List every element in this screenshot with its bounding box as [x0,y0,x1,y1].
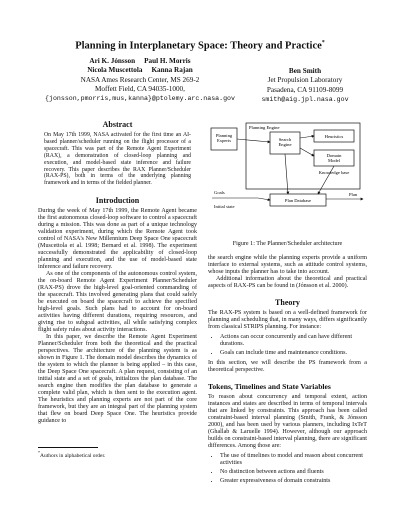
title-footnote-marker: * [321,40,325,46]
footnote-marker: * [38,450,40,455]
author-block-jpl [250,67,360,104]
theory-paragraph-1: The RAX-PS system is based on a well-defined framework for planning and scheduling that, in many ways, differs significantly from classical STRIPS planning. For instance: [208,310,367,330]
list-item: • The use of timelines to model and reason about concurrent activities [220,453,367,467]
architecture-figure [208,120,367,235]
author-email: {jonsson,pmorris,mus,kanna}@ptolemy.arc.nasa.gov [45,95,235,103]
plan-label: Plan [349,192,358,197]
theory-paragraph-2: In this section, we will describe the PS framework from a theoretical perspective. [208,360,367,373]
tokens-bullet-list [208,453,367,485]
paper-title: Planning in Interplanetary Space: Theory and Practice* [75,40,325,52]
affiliation-line-2: Moffett Field, CA 94035-1000, [95,84,185,93]
author-names-line-1: Ari K. Jónsson Paul H. Morris [89,57,191,65]
affiliation-line-1: Jet Propulsion Laboratory [267,76,343,85]
theory-bullet-list [208,334,367,357]
list-item: • Actions can occur concurrently and can have different durations. [220,334,367,348]
intro-paragraph-1: During the week of May 17th 1999, the Remote Agent became the first autonomous closed-loop software to control a spacecraft during a mission. This was done as part of a unique technology validation experiment, during which the Remote Agent took control of NASA's New Millennium Deep Space One spacecraft (Muscettola et al. 1998; Bernard et al. 1998). The experiment successfully demonstrated the applicability of closed-loop planning and execution, and the use of model-based state inference and failure recovery. [38,208,197,271]
affiliation-line-2: Pasadena, CA 91109-8099 [266,85,344,94]
list-item: • Greater expressiveness of domain constraints [220,478,367,485]
author-name: Ben Smith [288,67,322,75]
affiliation-line-1: NASA Ames Research Center, MS 269-2 [80,75,200,84]
initial-state-label: Initial state [214,204,235,209]
tokens-heading: Tokens, Timelines and State Variables [208,382,331,391]
right-column [208,120,367,488]
list-item: • No distinction between actions and fluents [220,469,367,476]
arrow-goals-to-database [212,198,270,200]
knowledge-base-label: Knowledge base [318,170,350,175]
tokens-paragraph-1: To reason about concurrency and temporal extent, action instances and states are described in terms of temporal intervals that are linked by constraints. This approach has been called constraint-based interval planning (Smith, Frank, & Jónsson 2000), and has been used by various planners, including IxTeT (Ghallab & Laruelle 1994). However, although our approach builds on constraint-based interval planning, there are significant differences. Among those are: [208,394,367,449]
right-paragraph-1: the search engine while the planning experts provide a uniform interface to external systems, such as attitude control systems, whose inputs the planner has to take into account. [208,255,367,275]
abstract-heading: Abstract [102,120,133,129]
planning-experts-label: Planning Experts [215,133,233,144]
footnote: *Authors in alphabetical order. [38,450,106,459]
introduction-heading: Introduction [95,196,140,206]
intro-paragraph-3: In this paper, we describe the Remote Agent Experiment Planner/Scheduler from both the theoretical and the practical perspectives. The architecture of the planning system is as shown in Figure 1. The domain model describes the dynamics of the system to which the planner is being applied – in this case, the Deep Space One spacecraft. A plan request, consisting of an initial state and a set of goals, initializes the plan database. The search engine then modifies the plan database to generate a complete valid plan, which is then sent to the execution agent. The heuristics and planning experts are not part of the core framework, but they are an integral part of the planning system that flew on board Deep Space One. The heuristics provide guidance to [38,334,197,425]
abstract-text: On May 17th 1999, NASA activated for the first time an AI-based planner/scheduler running on the flight processor of a spacecraft. This was part of the Remote Agent Experiment (RAX), a demonstration of closed-loop planning and execution, and model-based state inference and failure recovery. This paper describes the RAX Planner/Scheduler (RAX-PS), both in terms of the underlying planning framework and in terms of the fielded planner. [44,132,191,187]
footnote-rule [38,447,98,448]
figure-caption: Figure 1: The Planner/Scheduler architecture [232,241,343,247]
goals-label: Goals [214,190,225,195]
author-block-ames [40,57,240,103]
architecture-diagram [208,120,367,235]
intro-paragraph-2: As one of the components of the autonomous control system, the on-board Remote Agent Experiment Planner/Scheduler (RAX-PS) drove the high-level goal-oriented commanding of the spacecraft. This involved generating plans that could safely be executed on board the spacecraft to achieve the specified high-level goals. Such plans had to account for on-board activities having different durations, requiring resources, and giving rise to subgoal activities, all while satisfying complex flight safety rules about activity interactions. [38,271,197,334]
author-email: smith@aig.jpl.nasa.gov [261,95,349,103]
author-names-line-2: Nicola Muscettola Kanna Rajan [87,66,193,75]
list-item: • Goals can include time and maintenance conditions. [220,350,367,357]
plan-database-label: Plan Database [284,198,312,203]
theory-heading: Theory [275,298,300,307]
heuristics-label: Heuristics [324,134,344,139]
search-engine-label: Search Engine [278,137,292,148]
domain-model-label: Domain Model [326,153,342,164]
planning-engine-label: Planning Engine [249,125,280,130]
left-column [38,120,197,425]
right-paragraph-2: Additional information about the theoretical and practical aspects of RAX-PS can be found in (Jónsson et al. 2000). [208,276,367,289]
